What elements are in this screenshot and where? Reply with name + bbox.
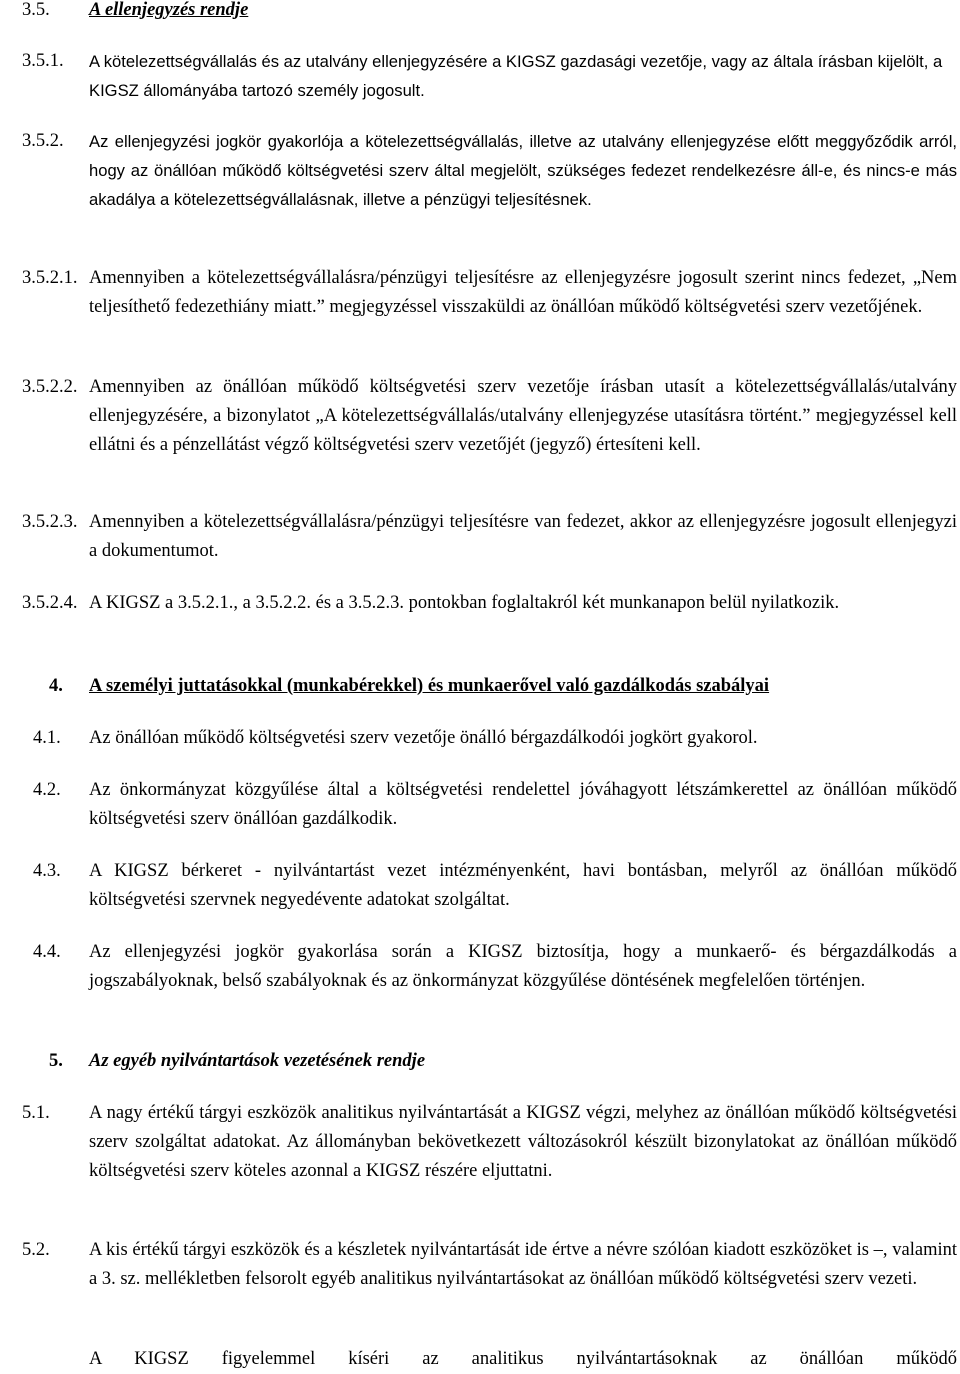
- paragraph-text: A kis értékű tárgyi eszközök és a készletek nyilvántartását ide értve a névre szólóan kiadott eszközöket is –, valamint a 3. sz. mellékletben felsorolt egyéb analitikus nyilvántartásokat az önállóan működő költségvetési szerv vezeti.: [89, 1240, 957, 1289]
- paragraph-number: 4.2.: [33, 780, 61, 800]
- paragraph-number: 3.5.1.: [22, 51, 64, 71]
- paragraph-text: A KIGSZ a 3.5.2.1., a 3.5.2.2. és a 3.5.2.3. pontokban foglaltakról két munkanapon belül nyilatkozik.: [89, 593, 840, 613]
- paragraph-text: Az ellenjegyzési jogkör gyakorlója a kötelezettségvállalás, illetve az utalvány ellenjegyzése előtt meggyőződik arról, hogy az önállóan működő költségvetési szerv által megjelölt, szükséges fedezet rendelkezésre áll-e, és nincs-e más akadálya a kötelezettségvállalásnak, illetve a pénzügyi teljesítésnek.: [89, 132, 957, 209]
- paragraph-number: 5.2.: [22, 1240, 50, 1260]
- paragraph-text: A KIGSZ figyelemmel kíséri az analitikus nyilvántartásoknak az önállóan működő: [89, 1349, 957, 1369]
- section-number: 3.5.: [22, 0, 50, 20]
- paragraph-text: Az ellenjegyzési jogkör gyakorlása során a KIGSZ biztosítja, hogy a munkaerő- és bérgazdálkodás a jogszabályoknak, belső szabályoknak és az önkormányzat közgyűlése döntésének megfelelően történjen.: [89, 942, 957, 991]
- paragraph-text: Amennyiben az önállóan működő költségvetési szerv vezetője írásban utasít a kötelezettségvállalás/utalvány ellenjegyzésére, a bizonylatot „A kötelezettségvállalás/utalvány ellenjegyzése utasításra történt.” megjegyzéssel kell ellátni és a pénzellátást végző költségvetési szerv vezetőjét (jegyző) értesíteni kell.: [89, 377, 957, 455]
- paragraph-text: Amennyiben a kötelezettségvállalásra/pénzügyi teljesítésre az ellenjegyzésre jogosult szerint nincs fedezet, „Nem teljesíthető fedezethiány miatt.” megjegyzéssel visszaküldi az önállóan működő költségvetési szerv vezetőjének.: [89, 268, 957, 317]
- paragraph-number: 4.4.: [33, 942, 61, 962]
- paragraph-number: 4.3.: [33, 861, 61, 881]
- paragraph-text: Az önállóan működő költségvetési szerv vezetője önálló bérgazdálkodói jogkört gyakorol.: [89, 728, 758, 748]
- section-number: 4.: [49, 676, 63, 696]
- section-title: A ellenjegyzés rendje: [89, 0, 249, 20]
- paragraph-text: Az önkormányzat közgyűlése által a költségvetési rendelettel jóváhagyott létszámkerettel az önállóan működő költségvetési szerv önállóan gazdálkodik.: [89, 780, 957, 829]
- paragraph-text: Amennyiben a kötelezettségvállalásra/pénzügyi teljesítésre van fedezet, akkor az ellenjegyzésre jogosult ellenjegyzi a dokumentumot.: [89, 512, 957, 561]
- paragraph-number: 3.5.2.: [22, 131, 64, 151]
- paragraph-number: 3.5.2.4.: [22, 593, 78, 613]
- paragraph-number: 3.5.2.1.: [22, 268, 78, 288]
- section-title: A személyi juttatásokkal (munkabérekkel) és munkaerővel való gazdálkodás szabályai: [89, 676, 770, 696]
- paragraph-text: A kötelezettségvállalás és az utalvány ellenjegyzésére a KIGSZ gazdasági vezetője, vagy az általa írásban kijelölt, a KIGSZ állományába tartozó személy jogosult.: [89, 52, 943, 100]
- section-title: Az egyéb nyilvántartások vezetésének rendje: [89, 1051, 426, 1071]
- paragraph-number: 5.1.: [22, 1103, 50, 1123]
- paragraph-number: 4.1.: [33, 728, 61, 748]
- paragraph-text: A nagy értékű tárgyi eszközök analitikus nyilvántartását a KIGSZ végzi, melyhez az önállóan működő költségvetési szerv szolgáltat adatokat. Az állományban bekövetkezett változásokról készült bizonylatokat az önállóan működő költségvetési szerv köteles azonnal a KIGSZ részére eljuttatni.: [89, 1103, 957, 1181]
- paragraph-text: A KIGSZ bérkeret - nyilvántartást vezet intézményenként, havi bontásban, melyről az önállóan működő költségvetési szervnek negyedévente adatokat szolgáltat.: [89, 861, 957, 910]
- section-number: 5.: [49, 1051, 63, 1071]
- paragraph-number: 3.5.2.2.: [22, 377, 78, 397]
- paragraph-number: 3.5.2.3.: [22, 512, 78, 532]
